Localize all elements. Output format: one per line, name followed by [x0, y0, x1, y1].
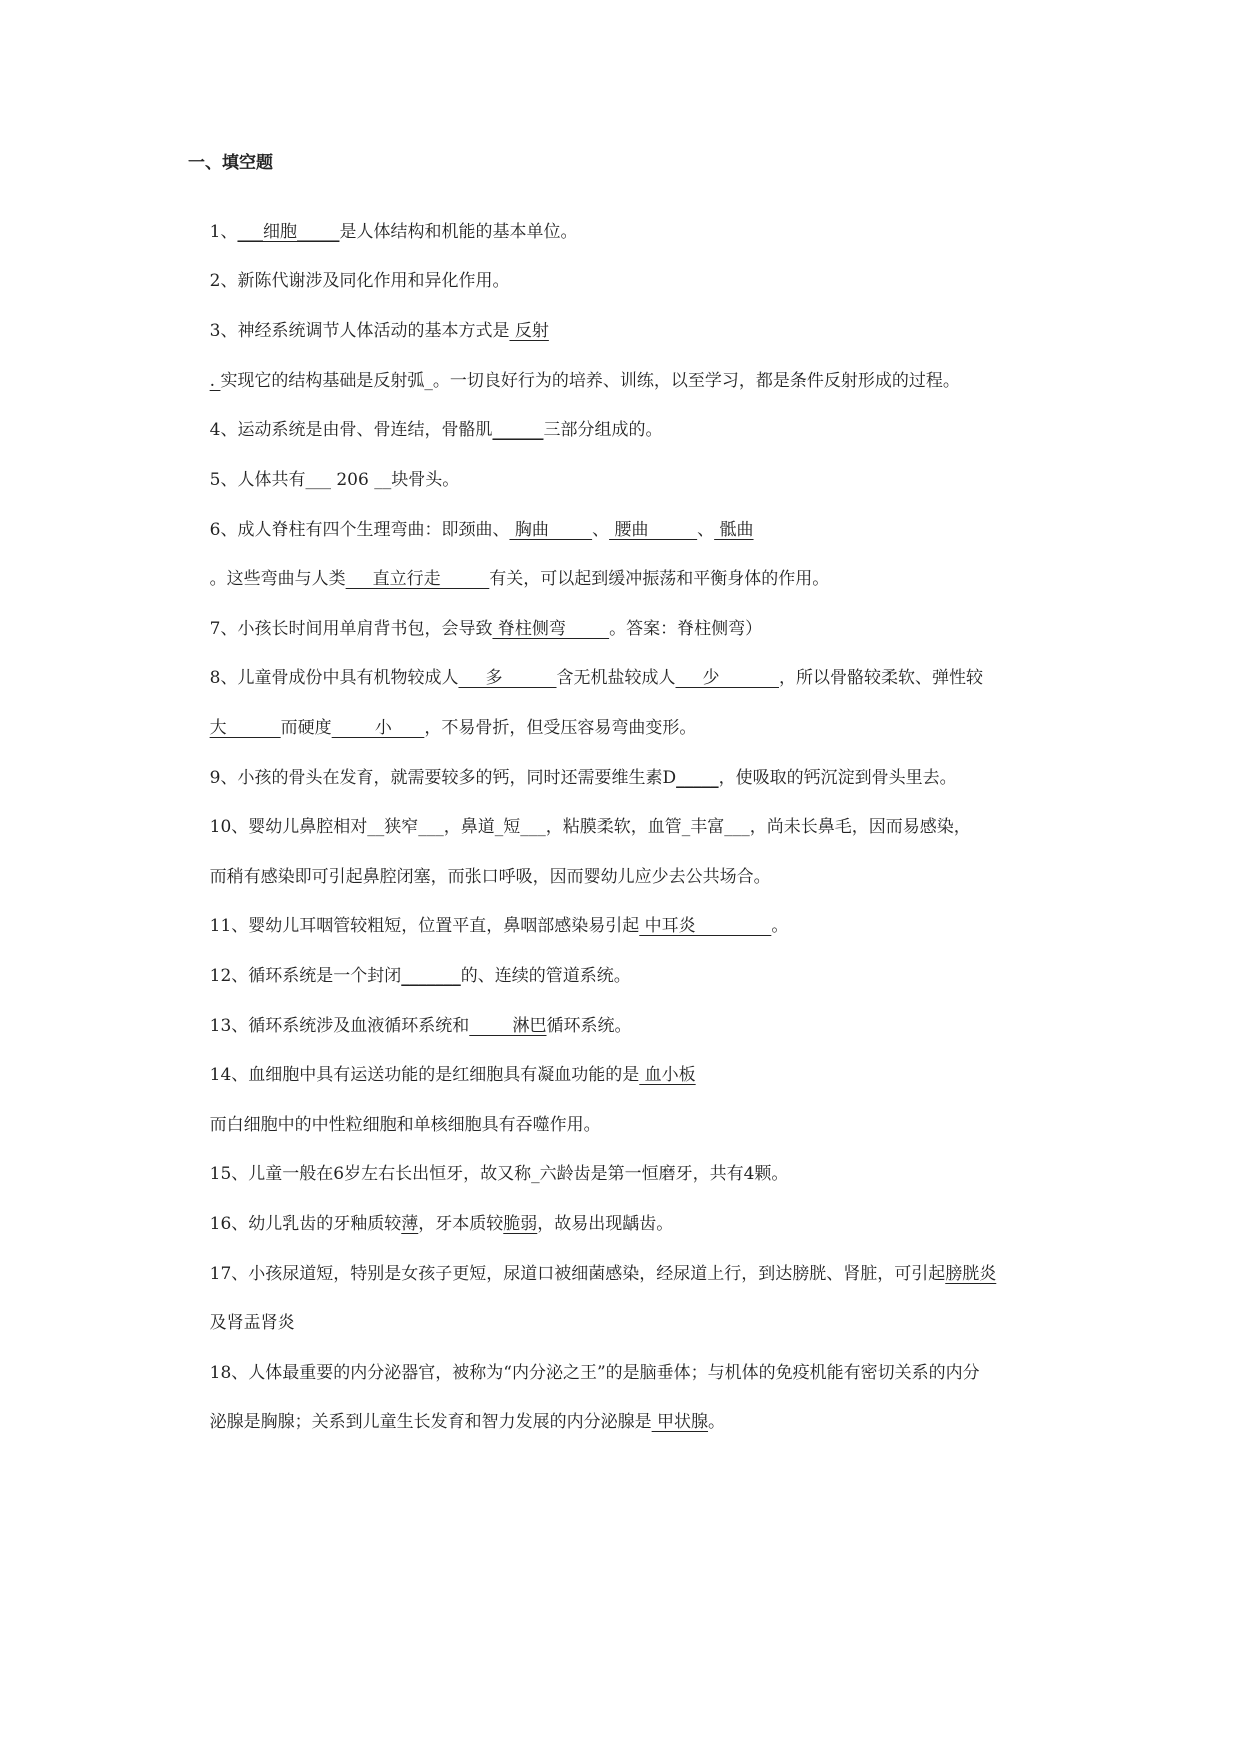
question-2: 2、新陈代谢涉及同化作用和异化作用。: [209, 271, 510, 291]
answer-blank: 薄: [401, 1214, 419, 1234]
answer-blank: 膀胱炎: [945, 1264, 997, 1284]
answer-blank: 腰曲: [609, 520, 698, 540]
question-6-cont: 。这些弯曲与人类 直立行走 有关，可以起到缓冲振荡和平衡身体的作用。: [209, 569, 830, 589]
answer-blank: ___细胞_____: [237, 222, 340, 242]
question-16: 16、幼儿乳齿的牙釉质较薄，牙本质较脆弱，故易出现龋齿。: [209, 1214, 674, 1234]
question-18: 18、人体最重要的内分泌器官，被称为“内分泌之王”的是脑垂体；与机体的免疫机能有密切关系的内分: [209, 1363, 980, 1383]
answer-blank: 血小板: [639, 1065, 696, 1085]
answer-blank: 直立行走: [345, 569, 490, 589]
question-8-cont: 大 而硬度 小 ，不易骨折，但受压容易弯曲变形。: [209, 718, 697, 738]
answer-blank: _____: [676, 768, 719, 788]
question-1: 1、___细胞_____是人体结构和机能的基本单位。: [209, 222, 578, 242]
question-13: 13、循环系统涉及血液循环系统和 淋巴循环系统。: [209, 1016, 632, 1036]
answer-blank: _______: [401, 966, 461, 986]
question-14: 14、血细胞中具有运送功能的是红细胞具有凝血功能的是 血小板: [209, 1065, 696, 1085]
answer-blank: 胸曲: [509, 520, 593, 540]
answer-blank: 多: [458, 668, 557, 688]
answer-blank: 中耳炎: [639, 916, 772, 936]
answer-blank: ______: [492, 420, 544, 440]
question-18-cont: 泌腺是胸腺；关系到儿童生长发育和智力发展的内分泌腺是 甲状腺。: [209, 1412, 726, 1432]
answer-blank: 脆弱: [503, 1214, 538, 1234]
question-15: 15、儿童一般在6岁左右长出恒牙，故又称_六龄齿是第一恒磨牙，共有4颗。: [209, 1164, 789, 1184]
question-3: 3、神经系统调节人体活动的基本方式是 反射: [209, 321, 549, 341]
answer-blank: 骶曲: [714, 520, 754, 540]
question-4: 4、运动系统是由骨、骨连结，骨骼肌______三部分组成的。: [209, 420, 663, 440]
answer-blank: 甲状腺: [651, 1412, 709, 1432]
question-17: 17、小孩尿道短，特别是女孩子更短，尿道口被细菌感染，经尿道上行，到达膀胱、肾脏，可引起膀胱炎: [209, 1264, 997, 1284]
question-7: 7、小孩长时间用单肩背书包，会导致 脊柱侧弯 。答案：脊柱侧弯）: [209, 619, 763, 639]
question-8: 8、儿童骨成份中具有机物较成人 多 含无机盐较成人 少 ，所以骨骼较柔软、弹性较: [209, 668, 983, 688]
answer-blank: 反射: [509, 321, 549, 341]
question-3-cont: . 实现它的结构基础是反射弧_。一切良好行为的培养、训练，以至学习，都是条件反射形成的过程。: [209, 371, 960, 391]
question-9: 9、小孩的骨头在发育，就需要较多的钙，同时还需要维生素D_____，使吸取的钙沉淀到骨头里去。: [209, 768, 957, 788]
answer-blank: 小: [331, 718, 425, 738]
answer-blank: 少: [675, 668, 779, 688]
section-title: 一、填空题: [188, 153, 273, 173]
question-14-cont: 而白细胞中的中性粒细胞和单核细胞具有吞噬作用。: [209, 1115, 601, 1135]
answer-blank: 淋巴: [469, 1016, 547, 1036]
answer-blank: 脊柱侧弯: [492, 619, 610, 639]
question-17-cont: 及肾盂肾炎: [209, 1313, 295, 1333]
answer-blank: 大: [209, 718, 281, 738]
question-10: 10、婴幼儿鼻腔相对__狭窄___，鼻道_短___，粘膜柔软，血管_丰富___，尚未长鼻毛，因而易感染，: [209, 817, 971, 837]
question-6: 6、成人脊柱有四个生理弯曲：即颈曲、 胸曲 、 腰曲 、 骶曲: [209, 520, 754, 540]
answer-blank: ___ 206 __: [305, 470, 392, 490]
question-12: 12、循环系统是一个封闭_______的、连续的管道系统。: [209, 966, 631, 986]
question-5: 5、人体共有___ 206 __块骨头。: [209, 470, 460, 490]
question-11: 11、婴幼儿耳咽管较粗短，位置平直，鼻咽部感染易引起 中耳炎 。: [209, 916, 789, 936]
question-10-cont: 而稍有感染即可引起鼻腔闭塞，而张口呼吸，因而婴幼儿应少去公共场合。: [209, 867, 771, 887]
